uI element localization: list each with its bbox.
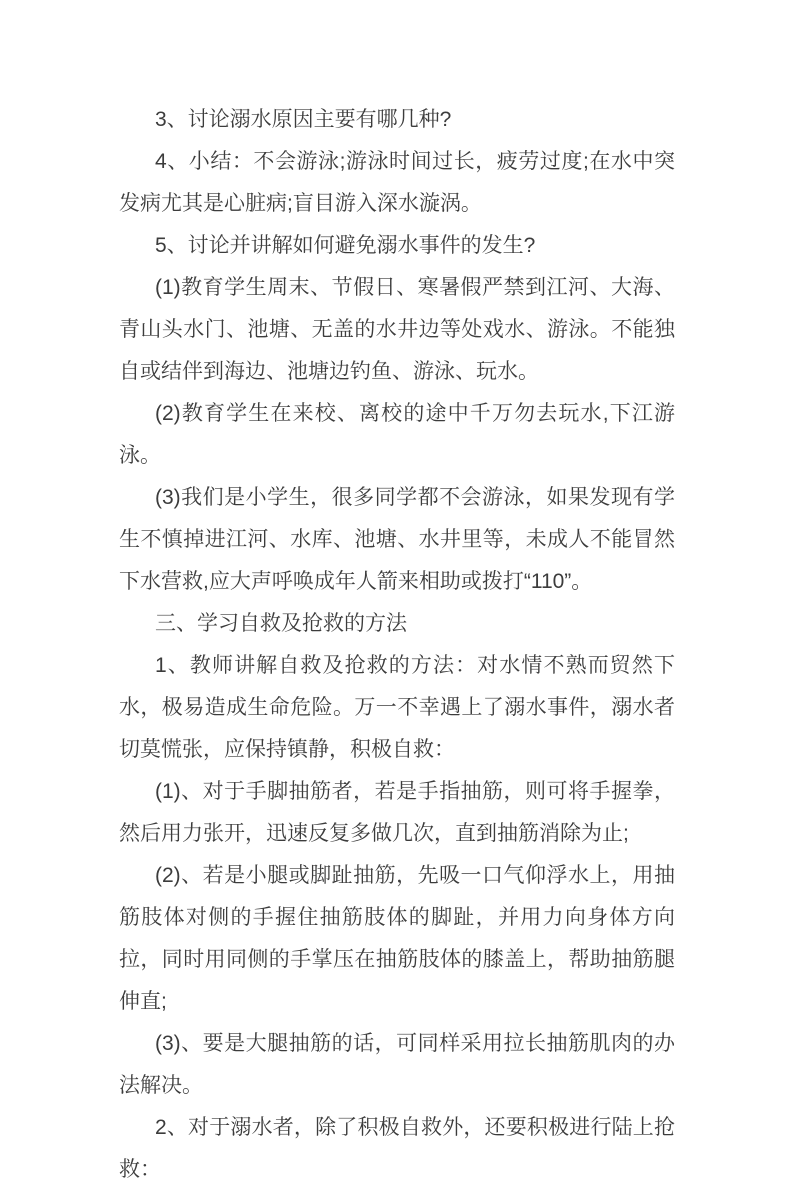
paragraph-rule-2: (2)教育学生在来校、离校的途中千万勿去玩水,下江游泳。 bbox=[119, 402, 675, 467]
paragraph-discussion-question: 3、讨论溺水原因主要有哪几种? bbox=[155, 108, 452, 131]
paragraph-land-rescue-intro: 2、对于溺水者，除了积极自救外，还要积极进行陆上抢救： bbox=[119, 1116, 675, 1181]
paragraph-rule-3: (3)我们是小学生，很多同学都不会游泳，如果发现有学生不慎掉进江河、水库、池塘、水井里等，未成人不能冒然下水营救,应大声呼唤成年人箭来相助或拨打“110”。 bbox=[119, 486, 675, 593]
paragraph-self-rescue-2: (2)、若是小腿或脚趾抽筋，先吸一口气仰浮水上，用抽筋肢体对侧的手握住抽筋肢体的脚趾，并用力向身体方向拉，同时用同侧的手掌压在抽筋肢体的膝盖上，帮助抽筋腿伸直; bbox=[119, 864, 675, 1013]
paragraph-avoidance-question: 5、讨论并讲解如何避免溺水事件的发生? bbox=[155, 234, 536, 257]
paragraph-summary-causes: 4、小结：不会游泳;游泳时间过长，疲劳过度;在水中突发病尤其是心脏病;盲目游入深水漩涡。 bbox=[119, 150, 675, 215]
section-heading-self-rescue: 三、学习自救及抢救的方法 bbox=[155, 612, 407, 635]
paragraph-self-rescue-3: (3)、要是大腿抽筋的话，可同样采用拉长抽筋肌肉的办法解决。 bbox=[119, 1032, 675, 1097]
paragraph-rule-1: (1)教育学生周末、节假日、寒暑假严禁到江河、大海、青山头水门、池塘、无盖的水井边等处戏水、游泳。不能独自或结伴到海边、池塘边钓鱼、游泳、玩水。 bbox=[119, 276, 675, 383]
paragraph-teacher-explain: 1、教师讲解自救及抢救的方法：对水情不熟而贸然下水，极易造成生命危险。万一不幸遇上了溺水事件，溺水者切莫慌张，应保持镇静，积极自救： bbox=[119, 654, 675, 761]
paragraph-self-rescue-1: (1)、对于手脚抽筋者，若是手指抽筋，则可将手握拳，然后用力张开，迅速反复多做几次，直到抽筋消除为止; bbox=[119, 780, 675, 845]
